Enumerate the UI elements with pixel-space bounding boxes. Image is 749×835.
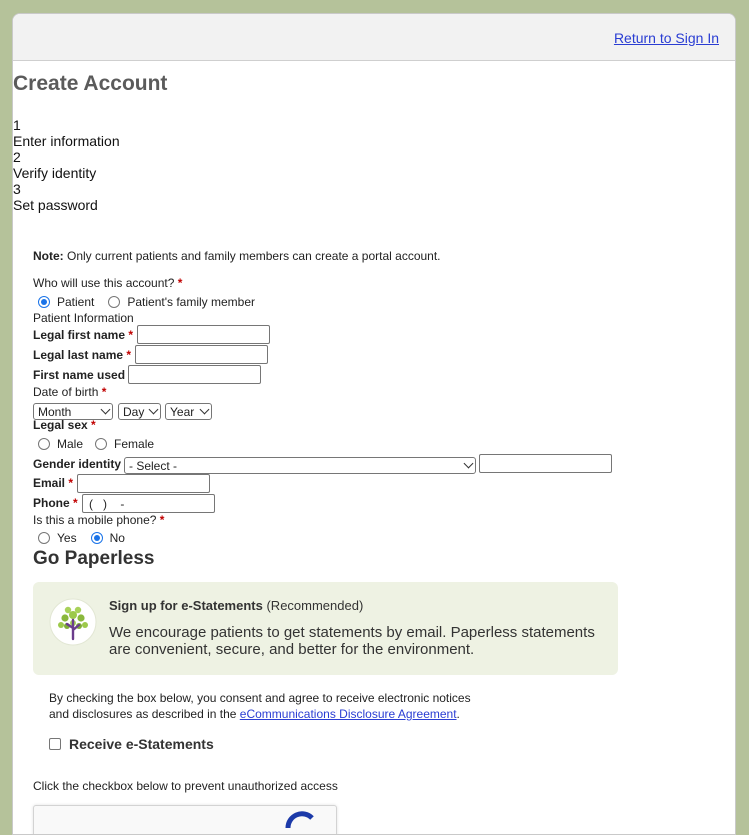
who-uses-option-family[interactable] (108, 295, 255, 309)
field-label: Phone (33, 496, 70, 510)
field-label: Is this a mobile phone? (33, 513, 157, 527)
first-name-used-input[interactable] (128, 365, 261, 384)
field-label: Legal sex (33, 418, 88, 432)
select-value: Year (170, 404, 195, 419)
phone-input[interactable] (82, 494, 215, 513)
required-marker: * (101, 385, 107, 399)
promo-title-rest: (Recommended) (262, 598, 364, 613)
gender-identity-select[interactable] (124, 457, 476, 474)
page-frame (12, 13, 736, 835)
radio-unselected-icon[interactable] (38, 438, 50, 450)
mobile-options (38, 531, 139, 545)
consent-line-1: By checking the box below, you consent and agree to receive electronic notices (49, 691, 471, 705)
phone-label (33, 496, 78, 510)
date-of-birth-label (33, 385, 106, 399)
required-marker: * (91, 418, 96, 432)
email-label (33, 476, 73, 490)
note-text: Only current patients and family members can create a portal account. (63, 249, 441, 263)
option-label: Female (114, 437, 155, 451)
legal-first-name-input[interactable] (137, 325, 270, 344)
step-number: 2 (13, 149, 21, 165)
option-label: Male (57, 437, 84, 451)
option-label: Yes (57, 531, 77, 545)
step-label: Enter information (13, 133, 120, 149)
mobile-question (33, 513, 164, 527)
step-label: Verify identity (13, 165, 97, 181)
legal-sex-option-male[interactable] (38, 437, 83, 451)
chevron-down-icon (149, 405, 159, 415)
checkbox-label: Receive e-Statements (69, 736, 214, 752)
step-label: Set password (13, 197, 98, 213)
radio-unselected-icon[interactable] (108, 296, 120, 308)
dob-year-select[interactable] (165, 403, 212, 420)
select-value: Month (38, 404, 72, 419)
option-label: No (109, 531, 125, 545)
receive-estatements-checkbox[interactable] (49, 738, 61, 750)
page-title: Create Account (13, 72, 168, 95)
select-value: - Select - (129, 458, 178, 473)
consent-text (49, 690, 471, 722)
legal-first-name-label (33, 328, 133, 342)
option-label: Patient (57, 295, 95, 309)
step-number: 1 (13, 117, 21, 133)
promo-title-bold: Sign up for e-Statements (109, 598, 263, 613)
estatement-promo (33, 582, 618, 675)
mobile-option-yes[interactable] (38, 531, 77, 545)
radio-unselected-icon[interactable] (95, 438, 107, 450)
ecommunications-disclosure-link[interactable]: eCommunications Disclosure Agreement (239, 707, 457, 721)
legal-sex-option-female[interactable] (95, 437, 154, 451)
who-uses-question (33, 276, 182, 290)
field-label: Date of birth (33, 385, 99, 399)
gender-identity-label: Gender identity (33, 457, 122, 471)
required-marker: * (73, 496, 78, 510)
legal-sex-label (33, 418, 96, 432)
step-list (13, 117, 120, 213)
consent-line-2 (49, 706, 471, 722)
legal-last-name-label (33, 348, 131, 362)
promo-text: We encourage patients to get statements by email. Paperless statements are convenient, secure, and better for the environment. (109, 624, 595, 658)
required-marker: * (128, 328, 134, 342)
who-uses-options (38, 295, 269, 309)
chevron-down-icon (200, 405, 210, 415)
field-label: Legal first name (33, 328, 126, 342)
required-marker: * (159, 513, 165, 527)
consent-text-after: . (456, 707, 460, 721)
captcha-note: Click the checkbox below to prevent unauthorized access (33, 779, 338, 793)
field-label: Legal last name (33, 348, 124, 362)
chevron-down-icon (464, 459, 474, 469)
who-uses-label: Who will use this account? (33, 276, 175, 290)
promo-title (109, 598, 363, 613)
note (33, 249, 441, 263)
radio-selected-icon[interactable] (38, 296, 50, 308)
gender-identity-other-input[interactable] (479, 454, 612, 473)
legal-last-name-input[interactable] (135, 345, 268, 364)
note-label: Note: (33, 249, 64, 263)
field-label: Email (33, 476, 66, 490)
who-uses-option-patient[interactable] (38, 295, 94, 309)
required-marker: * (177, 276, 183, 290)
recaptcha-logo-icon (284, 808, 316, 828)
consent-text-before: and disclosures as described in the (49, 707, 240, 721)
dob-day-select[interactable] (118, 403, 161, 420)
first-name-used-label: First name used (33, 368, 126, 382)
go-paperless-heading: Go Paperless (33, 548, 155, 569)
step-number: 3 (13, 181, 21, 197)
receive-estatements-option[interactable] (49, 736, 214, 752)
captcha-widget[interactable] (33, 805, 337, 835)
section-patient-information: Patient Information (33, 311, 134, 325)
legal-sex-options (38, 437, 168, 451)
return-to-sign-in-link[interactable]: Return to Sign In (613, 30, 719, 46)
required-marker: * (68, 476, 74, 490)
mobile-option-no[interactable] (91, 531, 125, 545)
option-label: Patient's family member (127, 295, 256, 309)
select-value: Day (123, 404, 145, 419)
required-marker: * (126, 348, 132, 362)
email-input[interactable] (77, 474, 210, 493)
chevron-down-icon (101, 405, 111, 415)
tree-icon (49, 598, 97, 646)
radio-unselected-icon[interactable] (38, 532, 50, 544)
radio-selected-icon[interactable] (91, 532, 103, 544)
top-bar (13, 14, 735, 61)
